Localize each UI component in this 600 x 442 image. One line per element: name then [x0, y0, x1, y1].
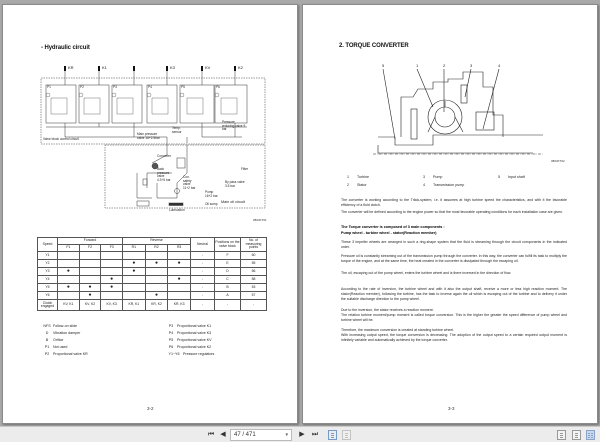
col-f3: F3 — [101, 245, 123, 252]
table-cell — [123, 276, 146, 284]
table-row — [38, 276, 267, 284]
single-page-view-icon[interactable] — [557, 430, 566, 440]
table-cell — [101, 268, 123, 276]
hydraulic-circuit-heading: - Hydraulic circuit — [41, 45, 90, 51]
part-num: 2 — [347, 183, 349, 187]
table-cell: KV, K1 — [58, 300, 80, 311]
table-cell — [168, 284, 191, 292]
table-row — [38, 268, 267, 276]
back-pressure-valve-label: Back pressure valve 4.3+5 bar — [157, 167, 171, 182]
table-cell: ● — [168, 276, 191, 284]
page-number-select[interactable] — [230, 429, 292, 441]
part-name: Turbine — [357, 175, 370, 179]
table-cell: ● — [145, 292, 168, 300]
page-indicator: 47 / 471 — [234, 432, 256, 438]
table-row — [38, 252, 267, 260]
col-forward: Forward — [58, 238, 123, 245]
table-cell: ● — [79, 284, 101, 292]
table-cell: KR, K1 — [123, 300, 146, 311]
legend-item: P6 Proportional valve K2 — [168, 345, 212, 349]
pressure-reducing-valve-label: Pressure reducing valve 9 bar — [222, 120, 246, 132]
pump-label: Pump 16+2 bar — [205, 190, 218, 198]
components-list: Pump wheel - turbine wheel - stator(Reaction member) — [341, 231, 437, 235]
temp-sensor-label: Temp. sensor — [172, 126, 182, 134]
table-cell — [123, 292, 146, 300]
position-label: P5 — [181, 85, 185, 89]
valve-label-kr: KR — [68, 65, 74, 70]
table-cell: 55 — [241, 260, 267, 268]
table-cell: KR, K2 — [145, 300, 168, 311]
page-right — [302, 4, 598, 424]
speed-cell: Y3 — [38, 268, 58, 276]
table-cell — [145, 252, 168, 260]
torque-converter-heading: 2. TORQUE CONVERTER — [339, 43, 409, 49]
col-r1: R1 — [123, 245, 146, 252]
speed-cell: Y4 — [38, 276, 58, 284]
table-cell — [168, 268, 191, 276]
table-cell: - — [191, 268, 215, 276]
paragraph: The converter is working according to the Trilok-system, i.e. it assumes at high turbine speed the characteristics, and with it the favorable efficiency of a fluid clutch. — [341, 198, 567, 208]
table-cell — [145, 284, 168, 292]
callout-3: 3 — [470, 63, 473, 68]
table-cell — [101, 252, 123, 260]
continuous-view-icon[interactable] — [572, 430, 581, 440]
table-cell — [168, 292, 191, 300]
table-cell: - — [191, 276, 215, 284]
callout-5: 5 — [382, 63, 385, 68]
table-cell: ● — [79, 292, 101, 300]
part-num: 3 — [423, 175, 425, 179]
main-pressure-valve-label: Main pressure valve 16+2.5bar — [137, 132, 160, 140]
page-left — [2, 4, 298, 424]
position-label: P3 — [113, 85, 117, 89]
valve-label-k1: K1 — [102, 65, 107, 70]
table-cell: - — [215, 300, 241, 311]
figure-code: 0803FT02 — [551, 159, 565, 163]
table-cell: KV, K3 — [101, 300, 123, 311]
table-cell — [123, 252, 146, 260]
speed-cell: Y2 — [38, 260, 58, 268]
part-name: Pump — [433, 175, 443, 179]
table-cell: ● — [58, 268, 80, 276]
table-cell: - — [191, 252, 215, 260]
table-cell: 60 — [241, 252, 267, 260]
legend-item: P3 Proportional valve K1 — [168, 324, 212, 328]
two-page-view-icon[interactable] — [586, 430, 595, 440]
speed-cell: Y5 — [38, 284, 58, 292]
hydraulic-circuit-diagram — [37, 63, 269, 213]
col-f1: F1 — [58, 245, 80, 252]
table-cell: 57 — [241, 292, 267, 300]
table-cell: ● — [123, 268, 146, 276]
part-num: 4 — [423, 183, 425, 187]
valve-label-k2: K2 — [238, 65, 243, 70]
part-num: 5 — [498, 175, 500, 179]
legend-item: D Vibration damper — [45, 331, 81, 335]
speed-cell: Y6 — [38, 292, 58, 300]
col-reverse: Reverse — [123, 238, 191, 245]
navigation-toolbar — [0, 426, 600, 442]
components-heading: The Torque converter is composed of 3 main components : — [341, 225, 445, 229]
table-cell — [168, 252, 191, 260]
position-label: P2 — [80, 85, 84, 89]
paragraph: These 3 impeller wheels are arranged in such a ring-shape system that the fluid is streaming through the circuit components in the indicated order. — [341, 240, 567, 250]
table-cell: ● — [145, 260, 168, 268]
table-cell — [79, 276, 101, 284]
table-cell: C — [215, 276, 241, 284]
bypass-valve-label: By pass valve 3.5 bar — [225, 180, 245, 188]
legend-item: P2 Proportional valve KR — [44, 352, 88, 356]
paragraph: Therefore, the maximum conversion is created at standing turbine wheel. — [341, 328, 455, 332]
valve-label-k3: K3 — [170, 65, 175, 70]
rotate-view-icon[interactable] — [328, 430, 337, 440]
converter-cross-section — [373, 57, 543, 167]
paragraph: Pressure oil is constantly streaming out of the transmission pump through the converter. In this way, the converter can fulfill its task to multiply the torque of the engine, and at the same time, the heat created in the converter is dissipated through the escaping oil. — [341, 254, 567, 264]
table-cell — [101, 260, 123, 268]
part-name: Transmission pump — [433, 183, 465, 187]
legend-item: P5 Proportional valve KV — [168, 338, 212, 342]
table-cell — [79, 252, 101, 260]
table-cell: D — [215, 268, 241, 276]
speed-table — [37, 237, 267, 311]
table-cell: A — [215, 292, 241, 300]
table-row — [38, 300, 267, 311]
table-cell: 58 — [241, 276, 267, 284]
table-cell: KV, K2 — [79, 300, 101, 311]
table-cell — [58, 252, 80, 260]
table-cell: B — [215, 284, 241, 292]
col-positions: Positions on the valve block — [215, 238, 241, 252]
col-measuring-points: No. of measuring points — [241, 238, 267, 252]
table-cell: 56 — [241, 268, 267, 276]
page-number: 3-2 — [147, 406, 154, 411]
col-speed: Speed — [38, 238, 58, 252]
legend-item: P4 Proportional valve K3 — [168, 331, 212, 335]
col-neutral: Neutral — [191, 238, 215, 252]
speed-cell: Clutch engaged — [38, 300, 58, 311]
paragraph: The oil, escaping out of the pump wheel, enters the turbine wheel and is there inversed in the direction of flow. — [341, 271, 512, 275]
legend-item: Y1~Y6 Pressure regulators — [168, 352, 215, 356]
table-cell — [58, 292, 80, 300]
table-row — [38, 260, 267, 268]
part-name: Input shaft — [508, 175, 525, 179]
table-cell: - — [191, 292, 215, 300]
table-cell: - — [241, 300, 267, 311]
position-label: P4 — [148, 85, 152, 89]
legend-item: NFS Follow-on slide — [43, 324, 77, 328]
prev-page-button[interactable]: ◀ — [220, 431, 226, 438]
table-cell: ● — [101, 276, 123, 284]
table-cell: - — [191, 300, 215, 311]
paragraph: The converter will be defined according to the engine power so that the most favorable operating conditions for each installation case are given. — [341, 210, 563, 214]
table-cell — [145, 276, 168, 284]
table-cell — [79, 268, 101, 276]
part-name: Stator — [357, 183, 367, 187]
converter-label: Converter — [157, 154, 171, 158]
part-num: 1 — [347, 175, 349, 179]
table-cell: ● — [168, 260, 191, 268]
table-cell — [101, 292, 123, 300]
position-label: P1 — [47, 85, 51, 89]
table-cell: 53 — [241, 284, 267, 292]
paragraph: According to the rate of inversion, the turbine wheel and with it also the output shaft, receive a more or less high reaction moment. The stator(Reaction member), following the turbine, has the task to inverse again the oil which is escaping out of the turbine and to delivery it under the suitable discharge direction to the pump wheel. — [341, 287, 567, 302]
legend-left — [41, 323, 88, 358]
legend-right — [165, 323, 214, 358]
callout-1: 1 — [416, 63, 419, 68]
col-r2: R2 — [145, 245, 168, 252]
table-cell: F — [215, 252, 241, 260]
paragraph: The relation turbine moment/pump moment is called torque conversion. This is the higher the greater the speed difference of pump wheel and turbine wheel will be. — [341, 313, 567, 323]
table-cell: - — [191, 284, 215, 292]
table-row — [38, 284, 267, 292]
paragraph: With increasing output speed, the torque conversion is decreasing. The adoption of the output speed to a certain required output moment is infinitely variable and automatically achieved by the torque converter. — [341, 333, 567, 343]
valve-block-label: Valve block control circuit — [43, 137, 79, 141]
position-label: P6 — [216, 85, 220, 89]
table-cell: KR, K3 — [168, 300, 191, 311]
col-r3: R3 — [168, 245, 191, 252]
converter-safety-valve-label: Con. safety valve 11+2 bar — [183, 175, 196, 190]
table-cell — [123, 284, 146, 292]
filter-label: Filter — [241, 167, 249, 171]
oil-sump-label: Oil sump — [205, 202, 218, 206]
table-cell: ● — [101, 284, 123, 292]
first-page-button[interactable]: ⏮ — [207, 431, 215, 438]
legend-item: P1 Not used — [44, 345, 68, 349]
table-cell — [145, 268, 168, 276]
chevron-down-icon: ▾ — [285, 432, 288, 438]
lubrication-label: Lubrication — [169, 208, 185, 212]
last-page-button[interactable]: ⏭ — [311, 431, 319, 438]
table-cell: E — [215, 260, 241, 268]
table-row — [38, 292, 267, 300]
table-cell — [58, 276, 80, 284]
callout-4: 4 — [498, 63, 501, 68]
table-cell: ● — [123, 260, 146, 268]
torque-converter-figure — [373, 57, 543, 167]
table-cell: ● — [58, 284, 80, 292]
table-cell — [58, 260, 80, 268]
valve-label-kv: KV — [205, 65, 211, 70]
page-number: 3-3 — [448, 406, 455, 411]
table-cell: - — [191, 260, 215, 268]
speed-cell: Y1 — [38, 252, 58, 260]
table-cell — [79, 260, 101, 268]
callout-2: 2 — [443, 63, 446, 68]
figure-code: 0803FT01 — [253, 218, 267, 222]
main-circuit-label: Main oil circuit — [221, 200, 246, 204]
fit-page-icon[interactable] — [342, 430, 351, 440]
next-page-button[interactable]: ▶ — [299, 431, 305, 438]
legend-item: B Orifice — [45, 338, 64, 342]
col-f2: F2 — [79, 245, 101, 252]
paragraph: Due to the inversion, the stator receives a reaction moment. — [341, 308, 434, 312]
